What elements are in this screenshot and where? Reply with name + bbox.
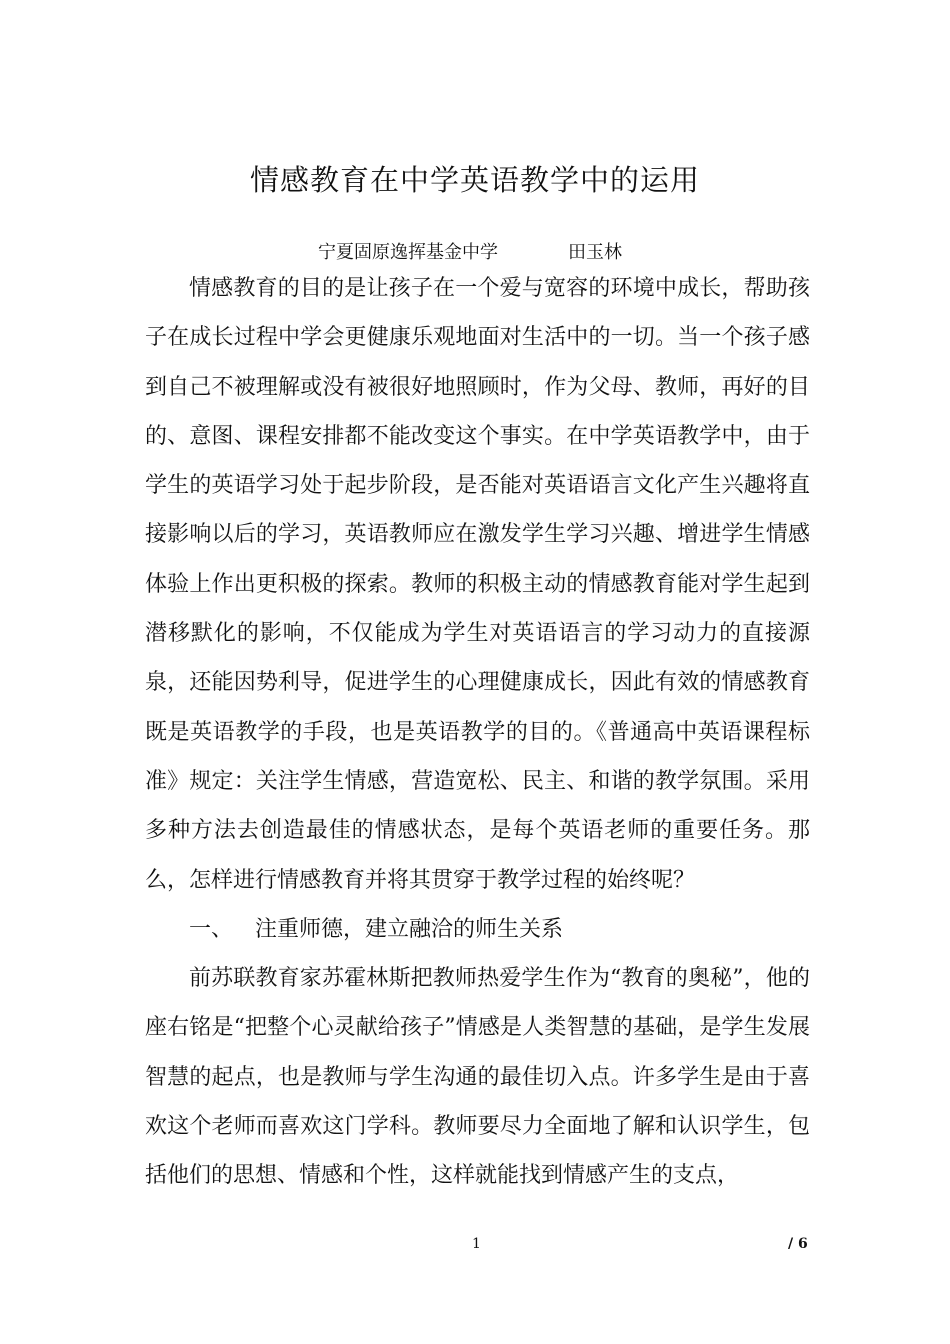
paragraph-section-1: 前苏联教育家苏霍林斯把教师热爱学生作为“教育的奥秘”，他的座右铭是“把整个心灵献给孩子”情感是人类智慧的基础，是学生发展智慧的起点，也是教师与学生沟通的最佳切入点。许多学生是由于喜欢这个老师而喜欢这门学科。教师要尽力全面地了解和认识学生，包括他们的思想、情感和个性，这样就能找到情感产生的支点， xyxy=(145,966,810,1189)
document-title: 情感教育在中学英语教学中的运用 xyxy=(249,163,700,197)
byline xyxy=(318,238,622,264)
page-total: / 6 xyxy=(788,1236,808,1252)
page-number: 1 xyxy=(472,1236,481,1252)
section-heading xyxy=(145,905,810,954)
section-number: 一、 xyxy=(189,916,234,942)
section-title: 注重师德，建立融洽的师生关系 xyxy=(255,916,564,942)
byline-author: 田玉林 xyxy=(568,242,622,263)
paragraph-intro: 情感教育的目的是让孩子在一个爱与宽容的环境中成长，帮助孩子在成长过程中学会更健康乐观地面对生活中的一切。当一个孩子感到自己不被理解或没有被很好地照顾时，作为父母、教师，再好的目的、意图、课程安排都不能改变这个事实。在中学英语教学中，由于学生的英语学习处于起步阶段，是否能对英语语言文化产生兴趣将直接影响以后的学习，英语教师应在激发学生学习兴趣、增进学生情感体验上作出更积极的探索。教师的积极主动的情感教育能对学生起到潜移默化的影响，不仅能成为学生对英语语言的学习动力的直接源泉，还能因势利导，促进学生的心理健康成长，因此有效的情感教育既是英语教学的手段，也是英语教学的目的。《普通高中英语课程标准》规定：关注学生情感，营造宽松、民主、和谐的教学氛围。采用多种方法去创造最佳的情感状态，是每个英语老师的重要任务。那么，怎样进行情感教育并将其贯穿于教学过程的始终呢？ xyxy=(145,276,810,893)
document-body xyxy=(145,264,810,1201)
byline-school: 宁夏固原逸挥基金中学 xyxy=(318,242,498,263)
